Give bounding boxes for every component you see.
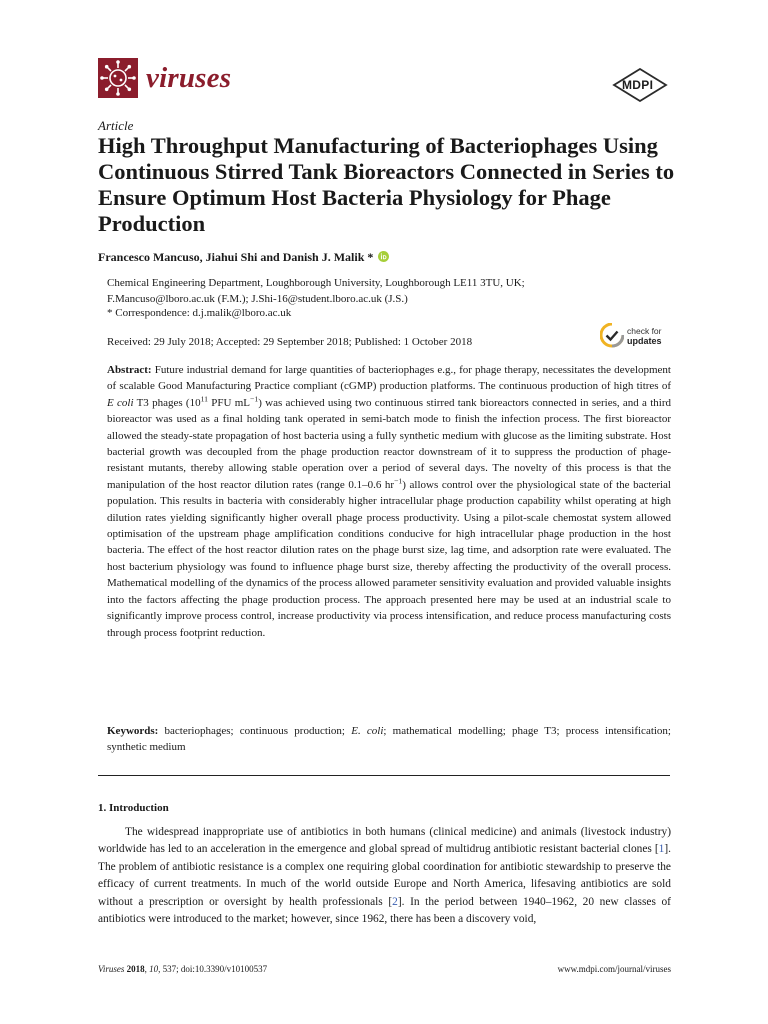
abstract-text: PFU mL bbox=[207, 396, 251, 409]
journal-name: viruses bbox=[146, 62, 232, 94]
intro-text: The widespread inappropriate use of antibiotics in both humans (clinical medicine) and animals (livestock industry) worldwide has led to an acceleration in the emergence and global spread of multidrug antibiotic resistant bacterial clones [ bbox=[98, 826, 671, 856]
authors-text: Francesco Mancuso, Jiahui Shi and Danish J. Malik * bbox=[98, 250, 374, 264]
citation-link[interactable]: 2 bbox=[392, 895, 398, 908]
intro-text: ]. The problem of antibiotic resistance is a complex one requiring global coordination for antibiotic stewardship to preserve the efficacy of current treatments. In much of the world outside Europe and North America, lifesaving antibiotics are sold without a prescription or oversight by health professionals [ bbox=[98, 843, 671, 908]
abstract-superscript: 11 bbox=[200, 394, 208, 404]
orcid-icon[interactable] bbox=[378, 251, 389, 262]
abstract-text: T3 phages (10 bbox=[133, 396, 201, 409]
keywords-label: Keywords: bbox=[107, 725, 159, 737]
introduction-paragraph bbox=[98, 824, 671, 928]
abstract-label: Abstract: bbox=[107, 364, 152, 376]
abstract-text: ) allows control over the physiological state of the bacterial population. This results in bacteria with considerably higher intracellular phage production capability whilst operating at high dilution rates yielding significantly higher overall phage process productivity. Using a pilot-scale chemostat system allowed optimisation of the upstream phage amplification conditions conducive for high intracellular phage production in the host bacteria. The effect of the host reactor dilution rates on the phage burst size, lag time, and adsorption rate were evaluated. The host bacterium physiology was found to influence phage burst size, thereby affecting the productivity of the overall process. Mathematical modelling of the dynamics of the process allowed parameter sensitivity evaluation and provided valuable insights into the factors affecting the phage production process. The approach presented here may be used at an industrial scale to significantly improve process control, increase productivity via process intensification, and reduce process manufacturing costs through process footprint reduction. bbox=[107, 478, 671, 639]
check-updates-line2: updates bbox=[627, 336, 662, 346]
footer-volume: 10 bbox=[149, 964, 159, 974]
abstract bbox=[107, 362, 671, 641]
mdpi-logo bbox=[612, 68, 668, 102]
intro-text: ]. In the period between 1940–1962, 20 new classes of antibiotics were introduced to the market; however, since 1962, there has been a discovery void, bbox=[98, 895, 671, 926]
article-title: High Throughput Manufacturing of Bacteriophages Using Continuous Stirred Tank Bioreactors Connected in Series to Ensure Optimum Host Bacteria Physiology for Phage Production bbox=[98, 133, 675, 236]
correspondence: * Correspondence: d.j.malik@lboro.ac.uk bbox=[107, 307, 292, 319]
author-emails: F.Mancuso@lboro.ac.uk (F.M.); J.Shi-16@student.lboro.ac.uk (J.S.) bbox=[107, 293, 408, 305]
abstract-ecoli: E coli bbox=[107, 396, 134, 409]
virus-icon bbox=[98, 58, 138, 98]
keywords-text: ; mathematical modelling; phage T3; process intensification; synthetic medium bbox=[107, 725, 671, 754]
keywords bbox=[107, 723, 671, 756]
keywords-text: bacteriophages; continuous production; bbox=[158, 725, 352, 737]
affiliation-line: Chemical Engineering Department, Loughborough University, Loughborough LE11 3TU, UK; bbox=[107, 277, 525, 289]
footer-url[interactable]: www.mdpi.com/journal/viruses bbox=[557, 964, 671, 974]
abstract-superscript: −1 bbox=[394, 476, 403, 486]
author-list bbox=[98, 250, 389, 265]
footer-year: 2018 bbox=[126, 964, 145, 974]
abstract-text: Future industrial demand for large quantities of bacteriophages e.g., for phage therapy, necessitates the development of scalable Good Manufacturing Practice compliant (cGMP) production platforms. The continuous production of high titres of bbox=[107, 364, 671, 393]
mdpi-logo-text: MDPI bbox=[622, 78, 654, 92]
check-updates-line1: check for bbox=[627, 326, 662, 336]
abstract-text: ) was achieved using two continuous stirred tank bioreactors connected in series, and a third bioreactor was used as a final holding tank operated in semi-batch mode to finish the infection process. The first bioreactor allowed the steady-state propagation of host bacteria using a fully synthetic medium with glucose as the limiting substrate. Host bacterial growth was decoupled from the phage production reactor downstream of it to suppress the production of phage-resistant mutants, thereby allowing stable operation over a period of several days. The novelty of this process is that the manipulation of the host reactor dilution rates (range 0.1–0.6 hr bbox=[107, 396, 671, 491]
publication-dates: Received: 29 July 2018; Accepted: 29 September 2018; Published: 1 October 2018 bbox=[107, 336, 473, 348]
check-for-updates-badge[interactable] bbox=[600, 323, 672, 351]
footer-doi: , 537; doi:10.3390/v10100537 bbox=[158, 964, 268, 974]
footer-journal: Viruses bbox=[98, 964, 125, 974]
article-type: Article bbox=[98, 118, 134, 133]
abstract-superscript: −1 bbox=[250, 394, 259, 404]
citation-link[interactable]: 1 bbox=[658, 843, 665, 856]
section-heading: 1. Introduction bbox=[98, 802, 169, 814]
crossmark-icon bbox=[600, 323, 624, 349]
keywords-ecoli: E. coli bbox=[351, 725, 384, 737]
footer-citation: Viruses 2018, 10, 537; doi:10.3390/v10100537 bbox=[98, 964, 268, 974]
section-divider bbox=[98, 775, 670, 776]
